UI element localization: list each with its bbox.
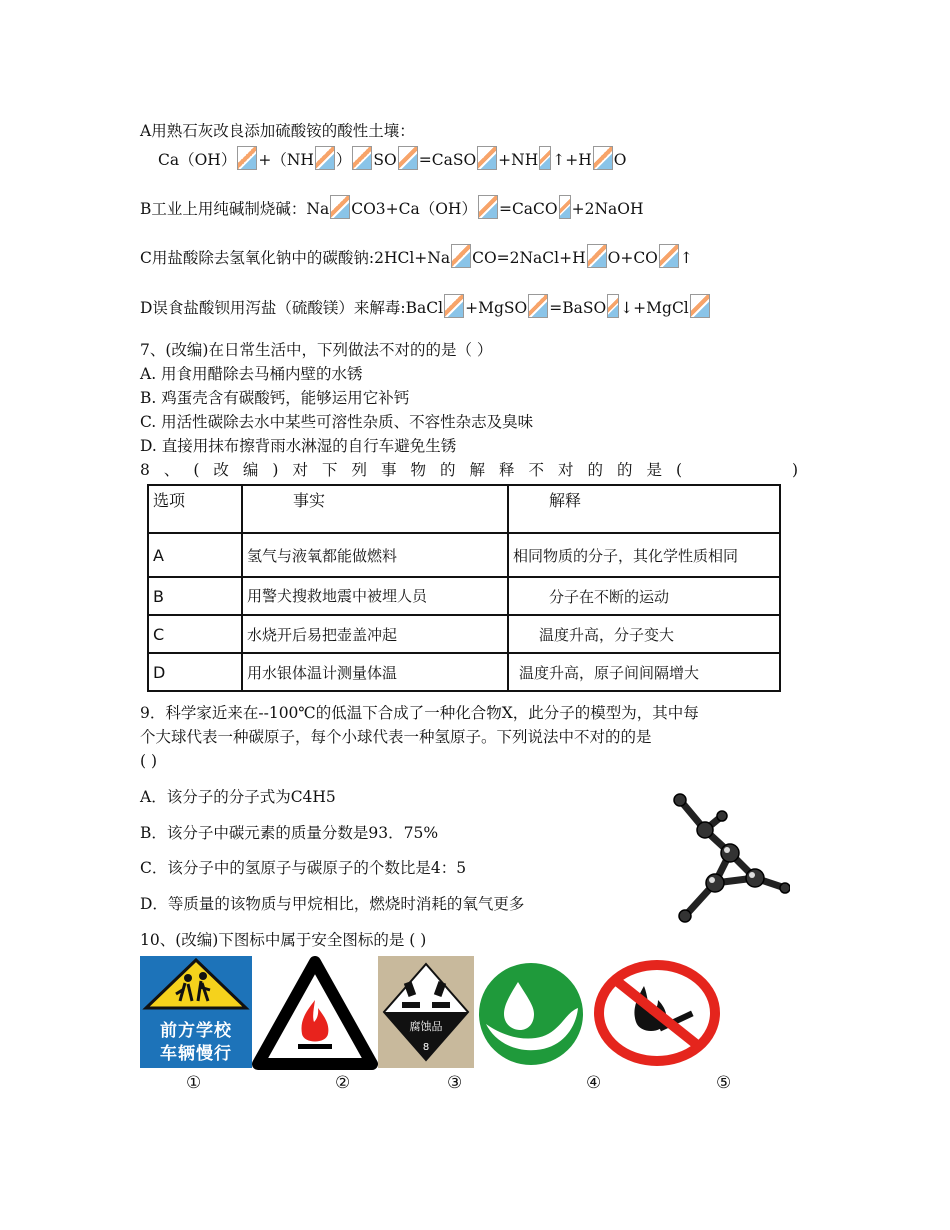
q7-option-c: C. 用活性碳除去水中某些可溶性杂质、不容性杂志及臭味 (140, 413, 534, 431)
q9-option-b: B．该分子中碳元素的质量分数是93．75% (140, 824, 439, 842)
water-saving-sign (478, 962, 584, 1066)
row-explanation: 相同物质的分子，其化学性质相同 (508, 533, 780, 577)
sign-label-1: ① (186, 1073, 202, 1093)
q8-table (147, 484, 781, 692)
q9-option-d: D．等质量的该物质与甲烷相比，燃烧时消耗的氧气更多 (140, 895, 525, 913)
q9-option-a: A．该分子的分子式为C4H5 (140, 788, 336, 806)
q9-option-c: C．该分子中的氢原子与碳原子的个数比是4：5 (140, 859, 467, 877)
sign-label-3: ③ (447, 1073, 463, 1093)
table-row (148, 577, 780, 615)
row-explanation: 分子在不断的运动 (508, 577, 780, 615)
header-option: 选项 (148, 485, 242, 533)
broken-image-icon (593, 146, 613, 170)
sign-text-line1: 前方学校 (160, 1021, 232, 1041)
sign-text-line2: 车辆慢行 (160, 1044, 232, 1064)
broken-image-icon (352, 146, 372, 170)
q7-stem: 7、(改编)在日常生活中，下列做法不对的的是（ ） (140, 341, 493, 359)
broken-image-icon (315, 146, 335, 170)
broken-image-icon (477, 146, 497, 170)
table-row (148, 533, 780, 577)
row-fact: 用警犬搜救地震中被埋人员 (242, 577, 508, 615)
q6-b-equation: B工业上用纯碱制烧碱：Na CO3+Ca（OH） =CaCO +2NaOH (140, 195, 644, 220)
broken-image-icon (398, 146, 418, 170)
q6-d-equation: D误食盐酸钡用泻盐（硫酸镁）来解毒:BaCl +MgSO =BaSO ↓+MgCl (140, 294, 711, 319)
header-fact: 事实 (242, 485, 508, 533)
broken-image-icon (330, 195, 350, 219)
table-row (148, 615, 780, 653)
q9-stem-line3: ( ) (140, 752, 158, 770)
sign-label-2: ② (335, 1073, 351, 1093)
row-fact: 用水银体温计测量体温 (242, 653, 508, 691)
q7-option-b: B. 鸡蛋壳含有碳酸钙，能够运用它补钙 (140, 389, 410, 407)
flammable-warning-sign (252, 956, 378, 1070)
corrosive-sign-photo (378, 956, 474, 1068)
q8-stem: 8、(改编)对下列事物的解释不对的的是( (140, 461, 697, 479)
row-option: D (148, 653, 242, 691)
warning-children-icon (140, 956, 252, 1016)
row-fact: 氢气与液氧都能做燃料 (242, 533, 508, 577)
broken-image-icon (237, 146, 257, 170)
broken-image-icon (559, 195, 571, 219)
broken-image-icon (451, 244, 471, 268)
broken-image-icon (690, 294, 710, 318)
row-explanation: 温度升高，分子变大 (508, 615, 780, 653)
q6-c-equation: C用盐酸除去氢氧化钠中的碳酸钠:2HCl+Na CO=2NaCl+H O+CO ↑ (140, 244, 693, 269)
q6-a-title: A用熟石灰改良添加硫酸铵的酸性土壤： (140, 122, 415, 140)
corrosive-label: 腐蚀品 (409, 1020, 443, 1033)
q7-option-d: D. 直接用抹布擦背雨水淋湿的自行车避免生锈 (140, 437, 457, 455)
sign-label-5: ⑤ (716, 1073, 732, 1093)
broken-image-icon (528, 294, 548, 318)
header-explanation: 解释 (508, 485, 780, 533)
table-header-row (148, 485, 780, 533)
broken-image-icon (607, 294, 619, 318)
q6-a-equation: Ca（OH） +（NH ） SO =CaSO +NH ↑+H O (158, 146, 626, 171)
hazard-class-number: 8 (422, 1042, 430, 1053)
q8-stem-close: ) (792, 461, 799, 479)
q9-stem-line1: 9．科学家近来在--100℃的低温下合成了一种化合物X，此分子的模型为，其中每 (140, 704, 699, 722)
table-row (148, 653, 780, 691)
broken-image-icon (478, 195, 498, 219)
no-fire-sign (592, 960, 722, 1066)
row-option: A (148, 533, 242, 577)
row-option: C (148, 615, 242, 653)
molecule-model-image (660, 788, 790, 928)
q7-option-a: A. 用食用醋除去马桶内壁的水锈 (140, 365, 363, 383)
row-option: B (148, 577, 242, 615)
q9-stem-line2: 个大球代表一种碳原子，每个小球代表一种氢原子。下列说法中不对的的是 (140, 728, 652, 746)
broken-image-icon (444, 294, 464, 318)
broken-image-icon (539, 146, 551, 170)
row-explanation: 温度升高，原子间间隔增大 (508, 653, 780, 691)
row-fact: 水烧开后易把壶盖冲起 (242, 615, 508, 653)
q10-stem: 10、(改编)下图标中属于安全图标的是 ( ) (140, 931, 427, 949)
broken-image-icon (659, 244, 679, 268)
broken-image-icon (587, 244, 607, 268)
school-ahead-sign (140, 956, 252, 1068)
sign-label-4: ④ (586, 1073, 602, 1093)
